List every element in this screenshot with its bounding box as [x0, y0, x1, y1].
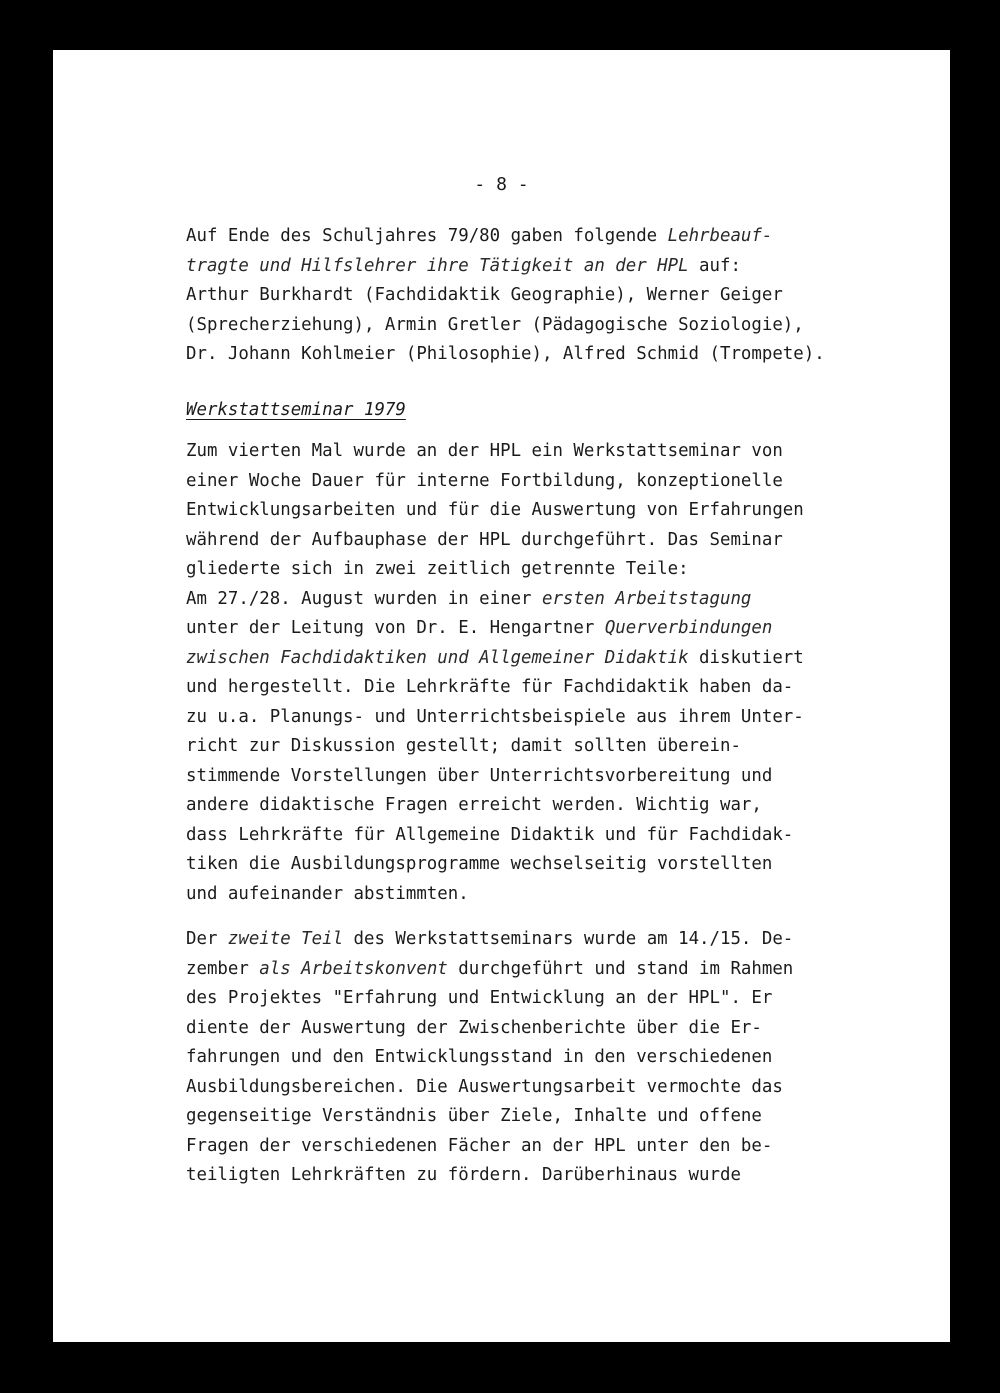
- text-segment: diente der Auswertung der Zwischenberichte über die Er-: [186, 1017, 762, 1038]
- text-segment: Der: [186, 929, 228, 949]
- text-line: [186, 673, 886, 703]
- text-segment: richt zur Diskussion gestellt; damit sollten überein-: [186, 736, 741, 756]
- italic-text: tragte und Hilfslehrer ihre Tätigkeit an der HPL: [186, 255, 689, 276]
- text-line: [186, 821, 886, 851]
- paragraph-seminar-part-one: [186, 437, 886, 909]
- text-line: [186, 614, 886, 644]
- text-line: [186, 585, 886, 615]
- text-segment: Entwicklungsarbeiten und für die Auswertung von Erfahrungen: [186, 500, 804, 520]
- text-line: [186, 955, 886, 985]
- text-line: [186, 1043, 886, 1073]
- text-segment: Arthur Burkhardt (Fachdidaktik Geographie), Werner Geiger: [186, 285, 783, 305]
- text-segment: auf:: [688, 255, 741, 276]
- text-segment: dass Lehrkräfte für Allgemeine Didaktik und für Fachdidak-: [186, 824, 794, 845]
- text-line: [186, 311, 886, 341]
- italic-text: Lehrbeauf-: [667, 226, 773, 246]
- text-line: [186, 925, 886, 955]
- text-line: [186, 762, 886, 792]
- text-line: [186, 467, 886, 497]
- document-page: [53, 50, 950, 1342]
- text-segment: Ausbildungsbereichen. Die Auswertungsarbeit vermochte das: [186, 1076, 783, 1097]
- text-line: [186, 222, 886, 252]
- text-line: [186, 644, 886, 674]
- text-line: [186, 496, 886, 526]
- text-segment: zu u.a. Planungs- und Unterrichtsbeispiele aus ihrem Unter-: [186, 706, 804, 727]
- text-segment: unter der Leitung von Dr. E. Hengartner: [186, 618, 605, 638]
- text-segment: Auf Ende des Schuljahres 79/80 gaben folgende: [186, 226, 668, 246]
- text-segment: einer Woche Dauer für interne Fortbildung, konzeptionelle: [186, 470, 783, 491]
- text-segment: gegenseitige Verständnis über Ziele, Inhalte und offene: [186, 1106, 762, 1126]
- text-line: [186, 1073, 886, 1103]
- italic-text: Querverbindungen: [604, 618, 773, 638]
- text-line: [186, 281, 886, 311]
- text-segment: stimmende Vorstellungen über Unterrichtsvorbereitung und: [186, 765, 773, 786]
- paragraph-seminar-part-two: [186, 925, 886, 1191]
- text-segment: teiligten Lehrkräften zu fördern. Darüberhinaus wurde: [186, 1165, 741, 1185]
- text-segment: während der Aufbauphase der HPL durchgeführt. Das Seminar: [186, 529, 783, 550]
- text-segment: andere didaktische Fragen erreicht werden. Wichtig war,: [186, 795, 762, 815]
- text-segment: und hergestellt. Die Lehrkräfte für Fachdidaktik haben da-: [186, 677, 794, 697]
- text-line: [186, 984, 886, 1014]
- text-line: [186, 1161, 886, 1191]
- text-segment: diskutiert: [688, 647, 804, 668]
- text-line: [186, 850, 886, 880]
- page-number: - 8 -: [474, 174, 529, 195]
- text-segment: fahrungen und den Entwicklungsstand in den verschiedenen: [186, 1047, 773, 1067]
- text-segment: und aufeinander abstimmten.: [186, 883, 469, 904]
- text-segment: des Werkstattseminars wurde am 14./15. De-: [343, 929, 794, 949]
- italic-text: als Arbeitskonvent: [259, 958, 448, 979]
- text-line: [186, 703, 886, 733]
- text-line: [186, 340, 886, 370]
- text-line: [186, 252, 886, 282]
- text-segment: Am 27./28. August wurden in einer: [186, 588, 542, 609]
- text-line: [186, 791, 886, 821]
- italic-text: zweite Teil: [227, 929, 344, 949]
- text-segment: (Sprecherziehung), Armin Gretler (Pädagogische Soziologie),: [186, 314, 804, 335]
- text-segment: Zum vierten Mal wurde an der HPL ein Werkstattseminar von: [186, 441, 783, 461]
- text-line: [186, 732, 886, 762]
- text-segment: durchgeführt und stand im Rahmen: [447, 958, 794, 979]
- italic-text: ersten Arbeitstagung: [541, 588, 752, 609]
- text-line: [186, 1132, 886, 1162]
- text-line: [186, 526, 886, 556]
- text-line: [186, 555, 886, 585]
- text-line: [186, 1102, 886, 1132]
- text-line: [186, 880, 886, 910]
- paragraph-resignations: [186, 222, 886, 370]
- text-segment: gliederte sich in zwei zeitlich getrennte Teile:: [186, 559, 689, 579]
- text-segment: Fragen der verschiedenen Fächer an der HPL unter den be-: [186, 1135, 773, 1156]
- text-line: [186, 1014, 886, 1044]
- text-line: [186, 437, 886, 467]
- text-segment: des Projektes "Erfahrung und Entwicklung an der HPL". Er: [186, 988, 773, 1008]
- italic-text: zwischen Fachdidaktiken und Allgemeiner Didaktik: [186, 647, 689, 668]
- text-segment: tiken die Ausbildungsprogramme wechselseitig vorstellten: [186, 854, 773, 874]
- section-heading: Werkstattseminar 1979: [186, 400, 406, 420]
- text-segment: Dr. Johann Kohlmeier (Philosophie), Alfred Schmid (Trompete).: [186, 344, 825, 364]
- text-segment: zember: [186, 958, 260, 979]
